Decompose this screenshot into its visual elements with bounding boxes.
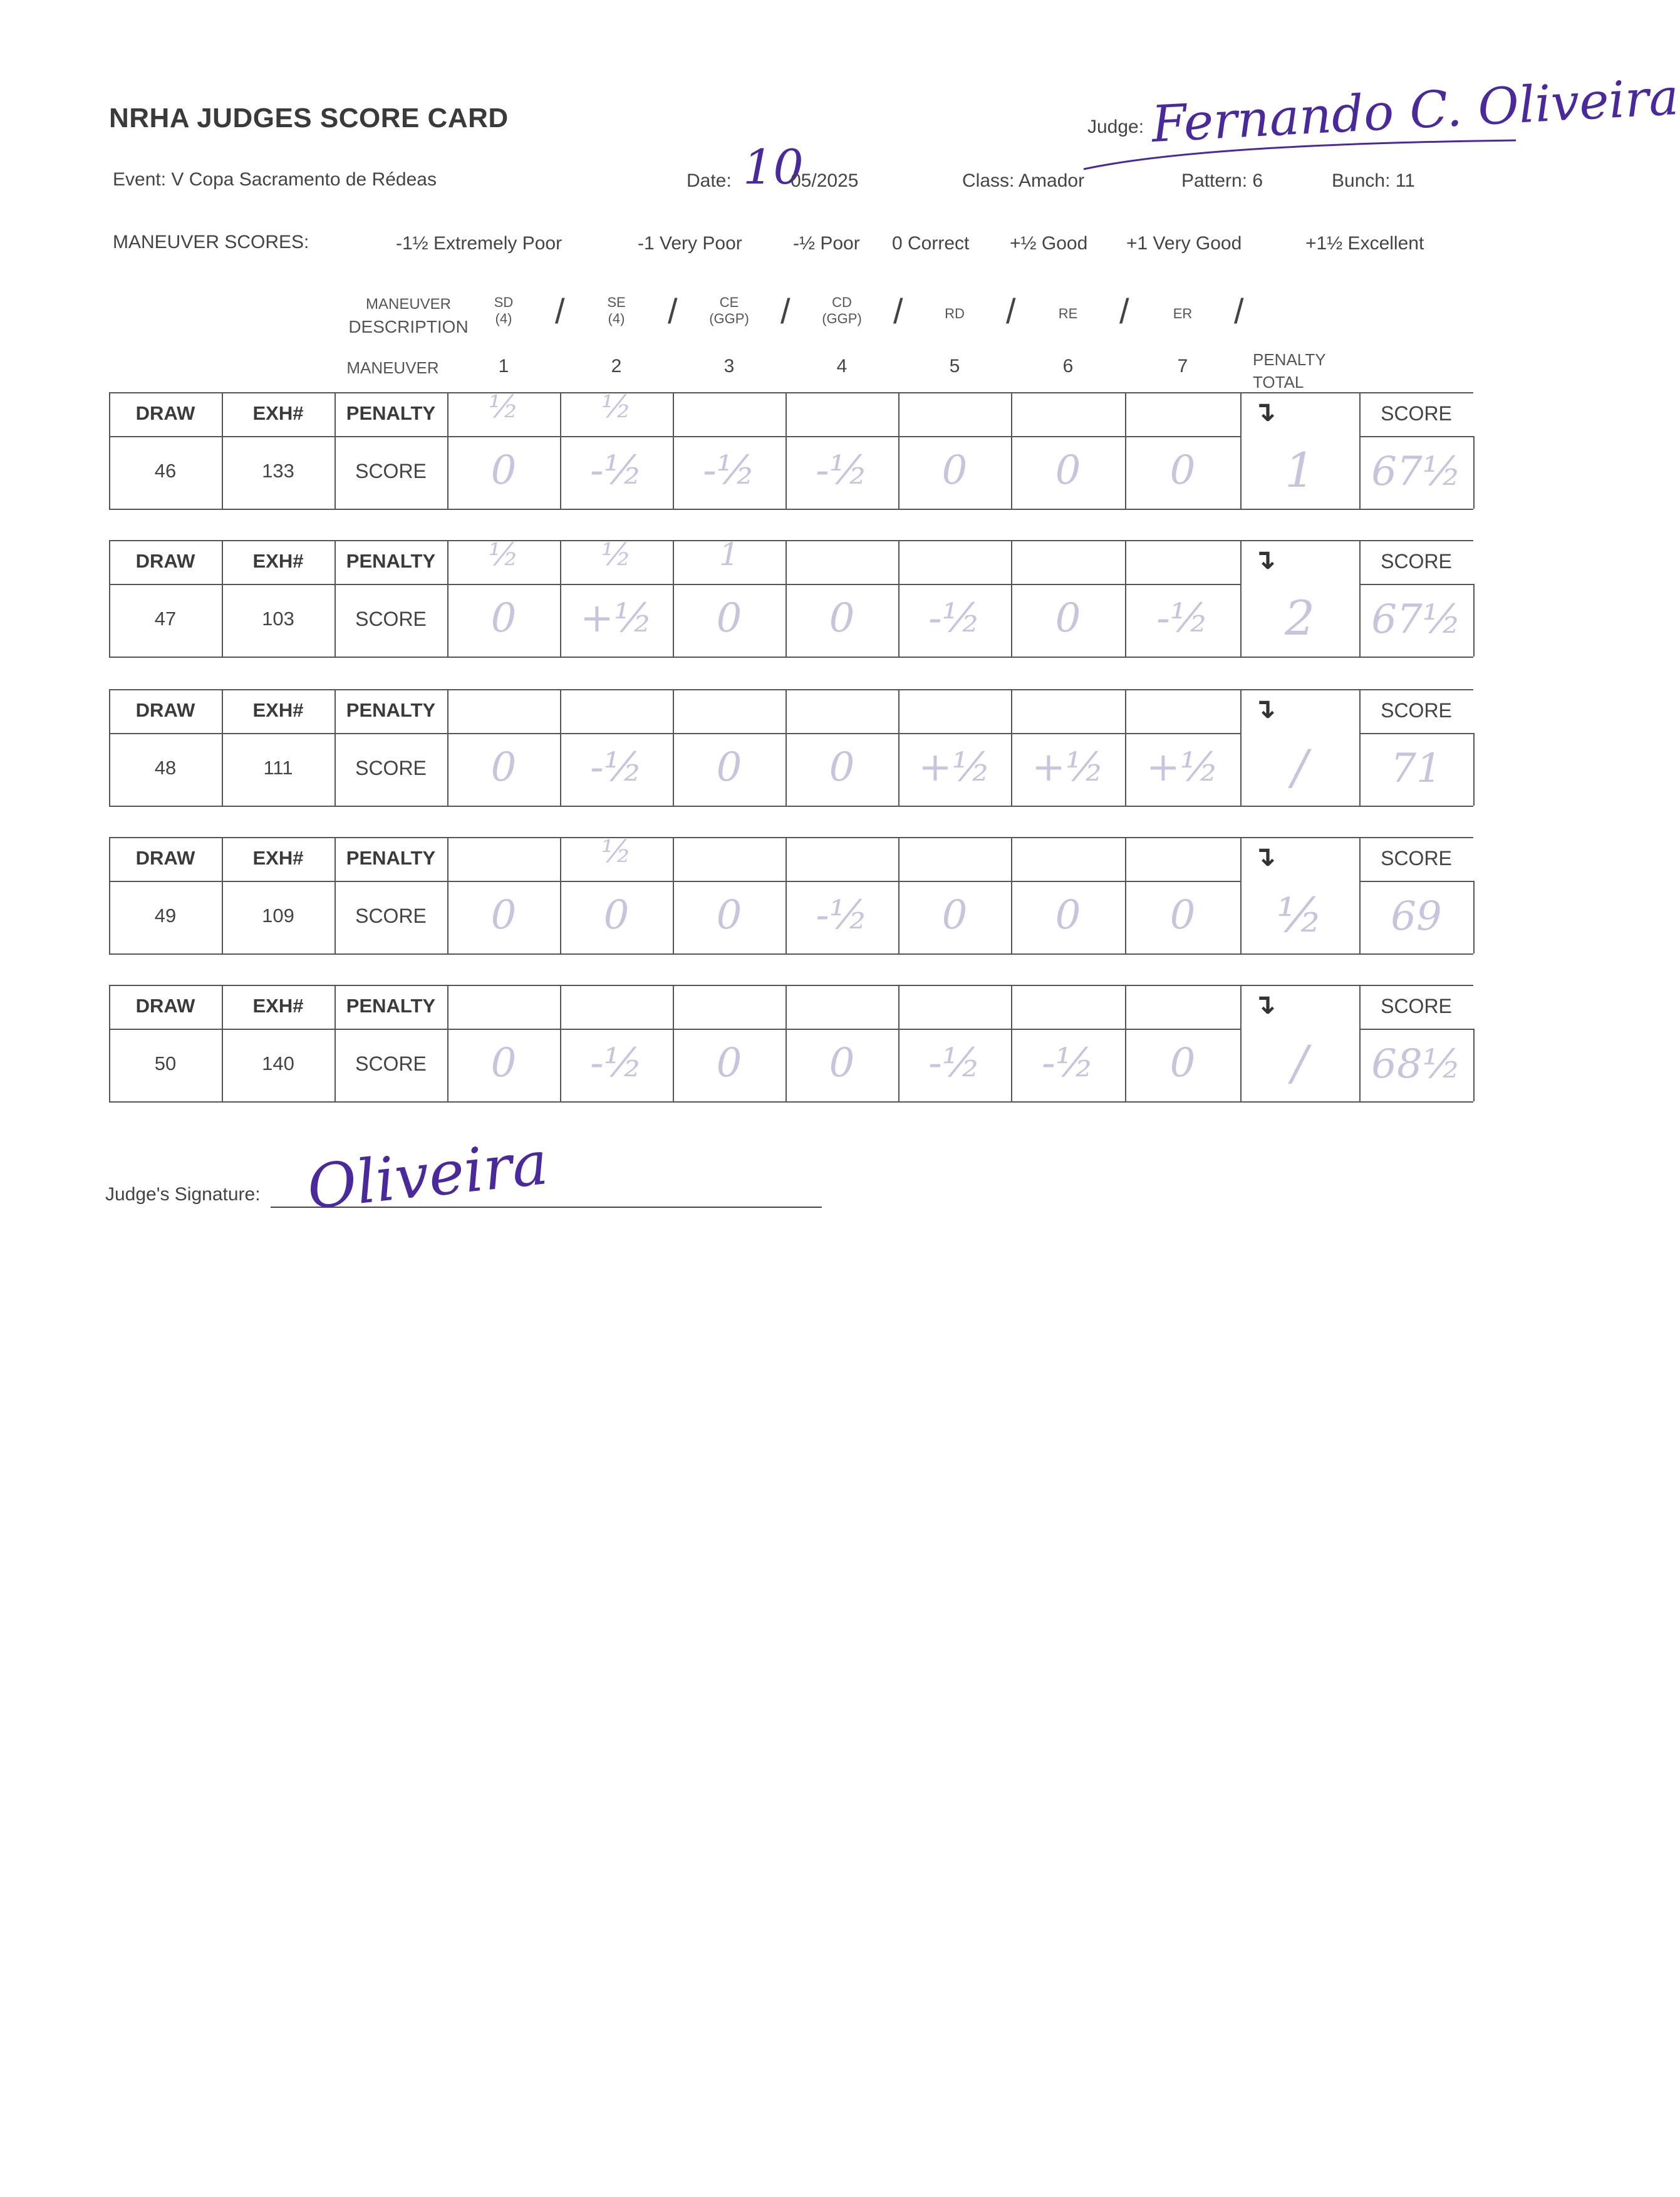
class-field: Class: Amador: [962, 170, 1085, 191]
draw-number: 49: [154, 905, 177, 927]
penalty-total-arrow: ↴: [1253, 544, 1276, 575]
maneuver-score: 0: [1169, 447, 1196, 494]
exh-header: EXH#: [252, 699, 304, 721]
maneuver-code: [466, 294, 541, 327]
table-border: [1359, 837, 1473, 838]
table-border: [109, 837, 1359, 838]
table-border: [1359, 985, 1473, 986]
scale-item: +1½ Excellent: [1305, 233, 1424, 254]
maneuver-score: 0: [941, 447, 968, 494]
draw-header: DRAW: [135, 995, 195, 1017]
table-border: [109, 985, 1359, 986]
penalty-total-arrow: ↴: [1253, 397, 1276, 427]
table-border: [1359, 392, 1473, 393]
score-row-label: SCORE: [355, 1052, 427, 1075]
exh-number: 103: [262, 608, 294, 630]
table-border: [1359, 733, 1473, 734]
maneuver-number: 5: [949, 356, 960, 377]
scale-item: +1 Very Good: [1126, 233, 1242, 254]
penalty-total-arrow: ↴: [1253, 841, 1276, 872]
date-day: 10: [743, 139, 804, 195]
penalty-total: /: [1292, 1035, 1308, 1091]
maneuver-code-sub: (GGP): [822, 311, 862, 326]
maneuver-score: 0: [716, 744, 742, 791]
table-border: [109, 1101, 1473, 1103]
maneuver-code-sub: (4): [608, 311, 625, 326]
maneuver-score: -½: [1042, 1040, 1094, 1086]
maneuver-code: [579, 294, 654, 327]
card-title: NRHA JUDGES SCORE CARD: [109, 103, 509, 133]
penalty-total-arrow: ↴: [1253, 989, 1276, 1020]
maneuver-code-name: RD: [945, 306, 965, 321]
maneuver-score: +½: [918, 744, 991, 791]
table-border: [109, 584, 1240, 585]
maneuver-code: [917, 306, 992, 322]
maneuver-code-name: SD: [494, 294, 514, 310]
exh-header: EXH#: [252, 847, 304, 869]
maneuver-code: [1145, 306, 1220, 322]
table-border: [109, 657, 1473, 658]
maneuver-score: 0: [829, 744, 855, 791]
maneuver-divider: /: [893, 291, 903, 331]
scale-item: -1 Very Poor: [638, 233, 742, 254]
draw-number: 46: [154, 460, 177, 482]
maneuver-score: -½: [928, 595, 981, 641]
maneuver-code-name: SE: [607, 294, 626, 310]
table-border: [1473, 881, 1475, 953]
exh-number: 111: [263, 757, 293, 779]
table-border: [109, 881, 1240, 882]
exh-number: 133: [262, 460, 294, 482]
exh-header: EXH#: [252, 995, 304, 1017]
maneuver-number: 3: [723, 356, 735, 377]
maneuver-score: 0: [603, 892, 630, 938]
maneuver-number: 7: [1177, 356, 1188, 377]
maneuver-score: 0: [716, 595, 742, 641]
draw-header: DRAW: [135, 699, 195, 721]
pattern-field: Pattern: 6: [1181, 170, 1263, 191]
maneuver-code: [804, 294, 879, 327]
penalty-total: /: [1292, 739, 1308, 795]
maneuver-code-name: RE: [1058, 306, 1078, 321]
table-border: [1473, 436, 1475, 509]
penalty-total-arrow: ↴: [1253, 693, 1276, 724]
maneuver-code-name: ER: [1173, 306, 1193, 321]
penalty-mark: ½: [601, 536, 632, 573]
table-border: [1473, 1029, 1475, 1101]
maneuver-score: +½: [580, 595, 653, 641]
maneuver-score: 0: [1055, 595, 1081, 641]
maneuver-score: 0: [716, 892, 742, 938]
maneuver-score: 0: [490, 1040, 517, 1086]
maneuver-number: 4: [836, 356, 848, 377]
draw-header: DRAW: [135, 847, 195, 869]
maneuver-code-name: CE: [719, 294, 739, 310]
penalty-header: PENALTY: [346, 995, 436, 1017]
table-border: [109, 509, 1473, 510]
penalty-mark: ½: [488, 388, 519, 425]
score-row-label: SCORE: [355, 905, 427, 927]
draw-header: DRAW: [135, 550, 195, 572]
maneuver-desc-label: MANEUVER DESCRIPTION: [348, 296, 469, 336]
maneuver-row-label: MANEUVER: [346, 358, 439, 377]
maneuver-score: -½: [1156, 595, 1209, 641]
table-border: [1473, 733, 1475, 806]
penalty-header: PENALTY: [346, 847, 436, 869]
final-score: 68½: [1371, 1041, 1461, 1088]
maneuver-score: 0: [829, 595, 855, 641]
penalty-total-label: PENALTY TOTAL: [1253, 350, 1326, 392]
score-row-label: SCORE: [355, 460, 427, 482]
maneuver-score: -½: [816, 447, 868, 494]
final-score: 69: [1391, 893, 1442, 940]
score-header: SCORE: [1381, 699, 1452, 722]
scale-item: +½ Good: [1010, 233, 1088, 254]
exh-header: EXH#: [252, 550, 304, 572]
maneuver-divider: /: [668, 291, 678, 331]
score-header: SCORE: [1381, 995, 1452, 1017]
maneuver-score: -½: [590, 744, 643, 791]
score-header: SCORE: [1381, 550, 1452, 573]
maneuver-score: 0: [941, 892, 968, 938]
maneuver-score: 0: [490, 744, 517, 791]
maneuver-score: -½: [590, 447, 643, 494]
judge-underline: [1077, 125, 1528, 175]
final-score: 67½: [1371, 449, 1461, 495]
maneuver-score: 0: [490, 595, 517, 641]
scale-item: -½ Poor: [793, 233, 860, 254]
penalty-header: PENALTY: [346, 402, 436, 424]
maneuver-score: -½: [928, 1040, 981, 1086]
maneuver-code-name: CD: [832, 294, 852, 310]
maneuver-divider: /: [1006, 291, 1016, 331]
maneuver-score: 0: [490, 447, 517, 494]
maneuver-score: -½: [816, 892, 868, 938]
penalty-header: PENALTY: [346, 699, 436, 721]
exh-number: 140: [262, 1052, 294, 1074]
exh-number: 109: [262, 905, 294, 927]
scale-item: -1½ Extremely Poor: [396, 233, 563, 254]
maneuver-number: 2: [611, 356, 622, 377]
table-border: [109, 733, 1240, 734]
penalty-header: PENALTY: [346, 550, 436, 572]
maneuver-score: 0: [1055, 892, 1081, 938]
signature: Oliveira: [304, 1128, 551, 1223]
penalty-total: ½: [1277, 887, 1323, 943]
scale-item: 0 Correct: [892, 233, 970, 254]
maneuver-score: +½: [1146, 744, 1219, 791]
date-rest: 05/2025: [791, 170, 859, 191]
maneuver-code-sub: (4): [495, 311, 512, 326]
maneuver-score: 0: [829, 1040, 855, 1086]
draw-number: 47: [154, 608, 177, 630]
maneuver-number: 6: [1062, 356, 1074, 377]
maneuver-score: -½: [590, 1040, 643, 1086]
maneuver-score: +½: [1032, 744, 1104, 791]
final-score: 71: [1391, 745, 1442, 792]
final-score: 67½: [1371, 596, 1461, 643]
table-border: [109, 436, 1240, 437]
bunch-field: Bunch: 11: [1332, 170, 1415, 191]
signature-label: Judge's Signature:: [105, 1184, 261, 1205]
score-row-label: SCORE: [355, 608, 427, 630]
maneuver-score: 0: [490, 892, 517, 938]
table-border: [109, 953, 1473, 955]
maneuver-score: -½: [703, 447, 755, 494]
table-border: [1359, 584, 1473, 585]
penalty-mark: ½: [601, 833, 632, 870]
draw-number: 50: [154, 1052, 177, 1074]
date-label: Date:: [687, 170, 732, 191]
maneuver-code: [692, 294, 767, 327]
maneuver-divider: /: [780, 291, 791, 331]
table-border: [1359, 540, 1473, 541]
table-border: [1359, 436, 1473, 437]
table-border: [109, 392, 1359, 393]
maneuver-score: 0: [1169, 892, 1196, 938]
draw-number: 48: [154, 757, 177, 779]
penalty-mark: 1: [719, 536, 739, 573]
maneuver-divider: /: [1119, 291, 1129, 331]
table-border: [1359, 689, 1473, 690]
maneuver-divider: /: [1234, 291, 1244, 331]
exh-header: EXH#: [252, 402, 304, 424]
table-border: [109, 689, 1359, 690]
score-row-label: SCORE: [355, 757, 427, 779]
maneuver-score: 0: [1169, 1040, 1196, 1086]
penalty-mark: ½: [488, 536, 519, 573]
scale-label: MANEUVER SCORES:: [113, 232, 309, 252]
table-border: [1359, 1029, 1473, 1030]
judge-name: Fernando C. Oliveira: [1150, 68, 1680, 153]
event-field: Event: V Copa Sacramento de Rédeas: [113, 169, 437, 190]
maneuver-code-sub: (GGP): [709, 311, 749, 326]
judge-label: Judge:: [1087, 117, 1144, 137]
draw-header: DRAW: [135, 402, 195, 424]
maneuver-code: [1030, 306, 1106, 322]
maneuver-score: 0: [716, 1040, 742, 1086]
maneuver-score: 0: [1055, 447, 1081, 494]
table-border: [109, 1029, 1240, 1030]
penalty-mark: ½: [601, 388, 632, 425]
score-header: SCORE: [1381, 402, 1452, 425]
maneuver-number: 1: [498, 356, 509, 377]
table-border: [1473, 584, 1475, 657]
score-header: SCORE: [1381, 847, 1452, 870]
table-border: [1359, 881, 1473, 882]
table-border: [109, 806, 1473, 807]
maneuver-divider: /: [555, 291, 565, 331]
penalty-total: 1: [1284, 442, 1315, 498]
penalty-total: 2: [1284, 590, 1315, 646]
